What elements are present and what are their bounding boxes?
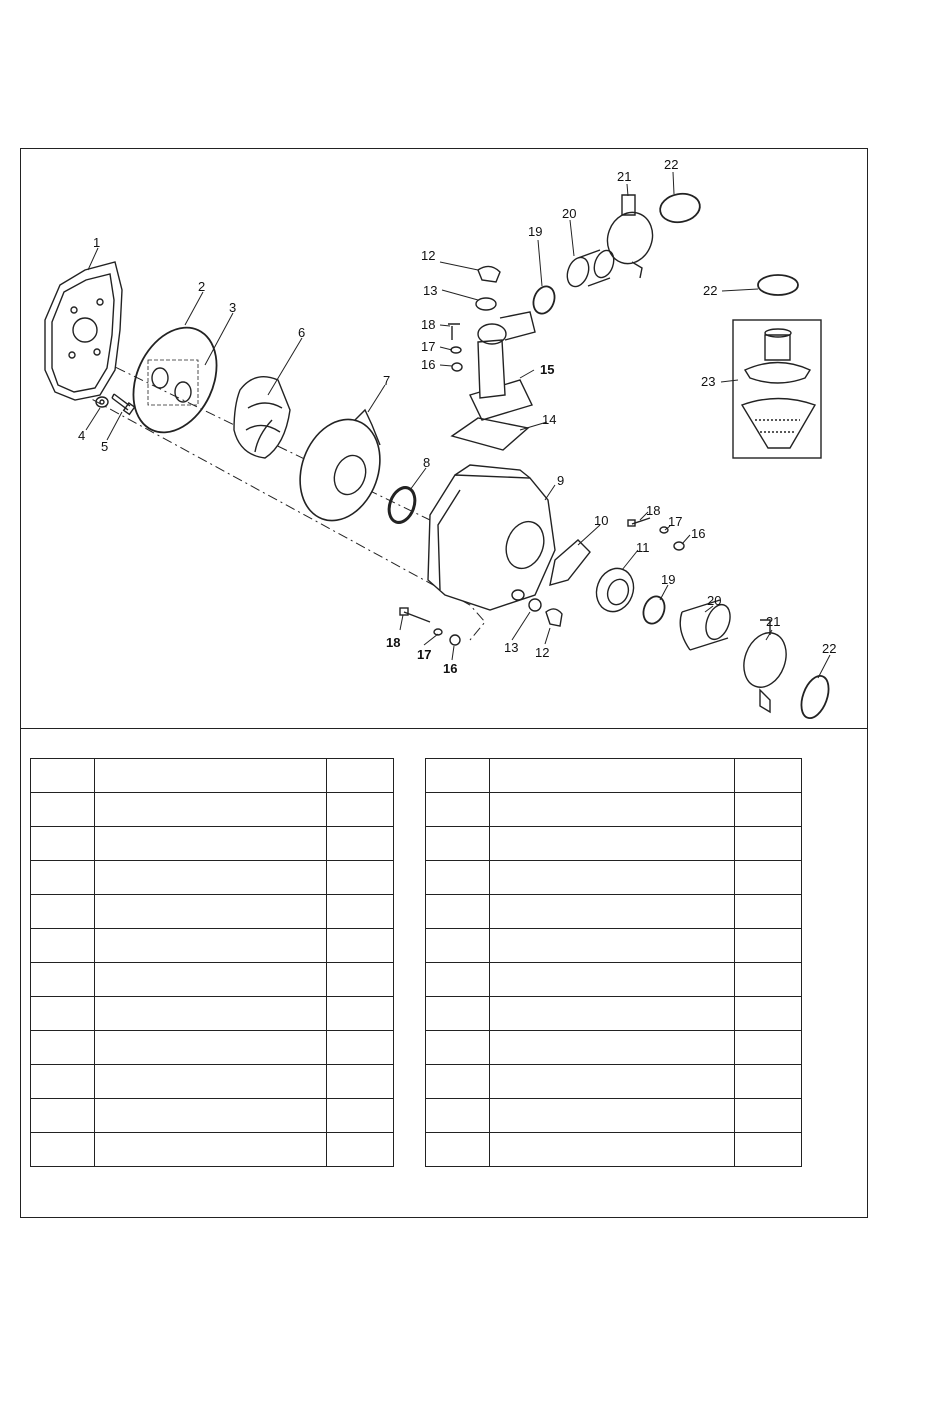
callout-1: 1 — [93, 235, 101, 250]
qty-cell — [735, 997, 802, 1031]
part-no-cell — [426, 929, 490, 963]
table-row — [426, 929, 802, 963]
table-row — [426, 997, 802, 1031]
description-cell — [490, 1133, 735, 1167]
table-row — [31, 1133, 394, 1167]
description-cell — [95, 963, 327, 997]
table-row — [31, 963, 394, 997]
part-22-clamp-lower — [796, 672, 834, 722]
description-cell — [490, 1099, 735, 1133]
part-6-impeller — [234, 377, 290, 458]
table-row — [426, 793, 802, 827]
description-cell — [95, 997, 327, 1031]
part-3-seal — [148, 360, 198, 405]
callout-9: 9 — [557, 473, 565, 488]
qty-cell — [735, 827, 802, 861]
callout-21-bottom: 21 — [766, 614, 781, 629]
callout-20-top: 20 — [562, 206, 577, 221]
qty-cell — [327, 1133, 394, 1167]
callout-14: 14 — [542, 412, 557, 427]
callout-13-top: 13 — [423, 283, 438, 298]
callout-22-mid: 22 — [703, 283, 718, 298]
qty-cell — [327, 1099, 394, 1133]
qty-cell — [735, 759, 802, 793]
part-21-nut-upper — [600, 195, 659, 278]
table-row — [31, 1065, 394, 1099]
qty-cell — [735, 861, 802, 895]
part-2-gasket — [117, 314, 232, 446]
callout-13-bottom: 13 — [504, 640, 519, 655]
table-row — [31, 793, 394, 827]
callout-4: 4 — [78, 428, 86, 443]
table-row — [426, 895, 802, 929]
qty-cell — [735, 1065, 802, 1099]
part-21-nut-lower — [737, 620, 794, 712]
callout-10: 10 — [594, 513, 609, 528]
qty-cell — [735, 1099, 802, 1133]
qty-cell — [327, 759, 394, 793]
description-cell — [490, 827, 735, 861]
description-cell — [490, 929, 735, 963]
description-cell — [490, 1065, 735, 1099]
qty-cell — [327, 895, 394, 929]
part-1-cover-plate — [45, 262, 122, 400]
table-row — [31, 1099, 394, 1133]
callout-5: 5 — [101, 439, 109, 454]
callout-12-bottom: 12 — [535, 645, 550, 660]
description-cell — [95, 929, 327, 963]
part-no-cell — [426, 793, 490, 827]
description-cell — [95, 861, 327, 895]
part-11-flange — [591, 563, 640, 617]
callout-23: 23 — [701, 374, 716, 389]
callout-17-top: 17 — [421, 339, 436, 354]
parts-16-18-lower — [400, 608, 460, 645]
part-no-cell — [426, 861, 490, 895]
qty-cell — [735, 1031, 802, 1065]
description-cell — [95, 895, 327, 929]
part-22-clamp-mid — [758, 275, 798, 295]
callout-22-top: 22 — [664, 157, 679, 172]
part-12-plug-top — [478, 266, 500, 282]
part-9-housing — [428, 465, 555, 610]
qty-cell — [327, 1065, 394, 1099]
description-cell — [490, 963, 735, 997]
part-no-cell — [31, 963, 95, 997]
qty-cell — [735, 793, 802, 827]
part-12-plug-lower — [546, 609, 562, 626]
table-row — [31, 895, 394, 929]
description-cell — [95, 1099, 327, 1133]
table-row — [426, 861, 802, 895]
table-row — [31, 997, 394, 1031]
part-23-strainer — [733, 320, 821, 458]
description-cell — [95, 1133, 327, 1167]
description-cell — [95, 827, 327, 861]
callout-16-right: 16 — [691, 526, 706, 541]
part-no-cell — [426, 1065, 490, 1099]
callout-18-top: 18 — [421, 317, 436, 332]
callout-8: 8 — [423, 455, 431, 470]
callout-20-bottom: 20 — [707, 593, 722, 608]
table-row — [426, 1099, 802, 1133]
description-cell — [95, 793, 327, 827]
table-row — [426, 1133, 802, 1167]
callout-12-top: 12 — [421, 248, 436, 263]
parts-table-left — [30, 758, 394, 1167]
description-cell — [490, 759, 735, 793]
part-no-cell — [31, 1099, 95, 1133]
table-row — [31, 861, 394, 895]
table-row — [426, 1065, 802, 1099]
table-row — [31, 1031, 394, 1065]
qty-cell — [735, 1133, 802, 1167]
callout-18-right: 18 — [646, 503, 661, 518]
description-cell — [490, 861, 735, 895]
callout-2: 2 — [198, 279, 206, 294]
callout-18-bottom: 18 — [386, 635, 401, 650]
parts-table-right — [425, 758, 802, 1167]
qty-cell — [327, 997, 394, 1031]
callout-22-bottom: 22 — [822, 641, 837, 656]
part-no-cell — [31, 861, 95, 895]
callout-17-bottom: 17 — [417, 647, 432, 662]
part-no-cell — [31, 929, 95, 963]
qty-cell — [327, 827, 394, 861]
part-13-ring-lower — [529, 599, 541, 611]
part-20-coupling-upper — [563, 248, 617, 290]
parts-16-18-upper — [448, 324, 462, 371]
part-no-cell — [31, 759, 95, 793]
table-row — [31, 929, 394, 963]
part-no-cell — [426, 1133, 490, 1167]
callout-7: 7 — [383, 373, 391, 388]
table-row — [426, 963, 802, 997]
part-7-volute — [287, 408, 394, 532]
description-cell — [490, 895, 735, 929]
table-row — [426, 1031, 802, 1065]
part-no-cell — [426, 1099, 490, 1133]
part-no-cell — [31, 1031, 95, 1065]
part-no-cell — [31, 1133, 95, 1167]
part-no-cell — [426, 759, 490, 793]
part-no-cell — [426, 1031, 490, 1065]
qty-cell — [735, 895, 802, 929]
part-no-cell — [426, 895, 490, 929]
table-row — [426, 827, 802, 861]
part-22-clamp-upper — [658, 191, 702, 226]
callout-11: 11 — [636, 540, 650, 555]
description-cell — [95, 759, 327, 793]
description-cell — [490, 997, 735, 1031]
callout-17-right: 17 — [668, 514, 683, 529]
part-15-inlet-elbow — [470, 312, 535, 420]
qty-cell — [327, 963, 394, 997]
callout-21-top: 21 — [617, 169, 632, 184]
qty-cell — [327, 929, 394, 963]
part-10-gasket — [550, 540, 590, 585]
qty-cell — [327, 793, 394, 827]
part-5-bolt — [112, 394, 135, 414]
part-no-cell — [31, 895, 95, 929]
description-cell — [95, 1031, 327, 1065]
table-row — [31, 759, 394, 793]
part-no-cell — [426, 963, 490, 997]
description-cell — [490, 793, 735, 827]
part-19-ring-lower — [640, 593, 668, 626]
part-no-cell — [31, 827, 95, 861]
part-no-cell — [426, 827, 490, 861]
part-no-cell — [31, 793, 95, 827]
callout-6: 6 — [298, 325, 306, 340]
description-cell — [95, 1065, 327, 1099]
part-no-cell — [426, 997, 490, 1031]
callout-19-bottom: 19 — [661, 572, 676, 587]
table-row — [31, 827, 394, 861]
part-13-ring-top — [476, 298, 496, 310]
qty-cell — [735, 963, 802, 997]
qty-cell — [327, 1031, 394, 1065]
callout-19-top: 19 — [528, 224, 543, 239]
table-row — [426, 759, 802, 793]
part-19-ring-upper — [530, 283, 558, 316]
qty-cell — [735, 929, 802, 963]
part-14-gasket — [452, 418, 528, 450]
description-cell — [490, 1031, 735, 1065]
part-no-cell — [31, 1065, 95, 1099]
part-8-o-ring — [385, 484, 420, 526]
callout-16-bottom: 16 — [443, 661, 458, 676]
part-no-cell — [31, 997, 95, 1031]
callout-15: 15 — [540, 362, 555, 377]
callout-16-top: 16 — [421, 357, 436, 372]
callout-3: 3 — [229, 300, 237, 315]
qty-cell — [327, 861, 394, 895]
